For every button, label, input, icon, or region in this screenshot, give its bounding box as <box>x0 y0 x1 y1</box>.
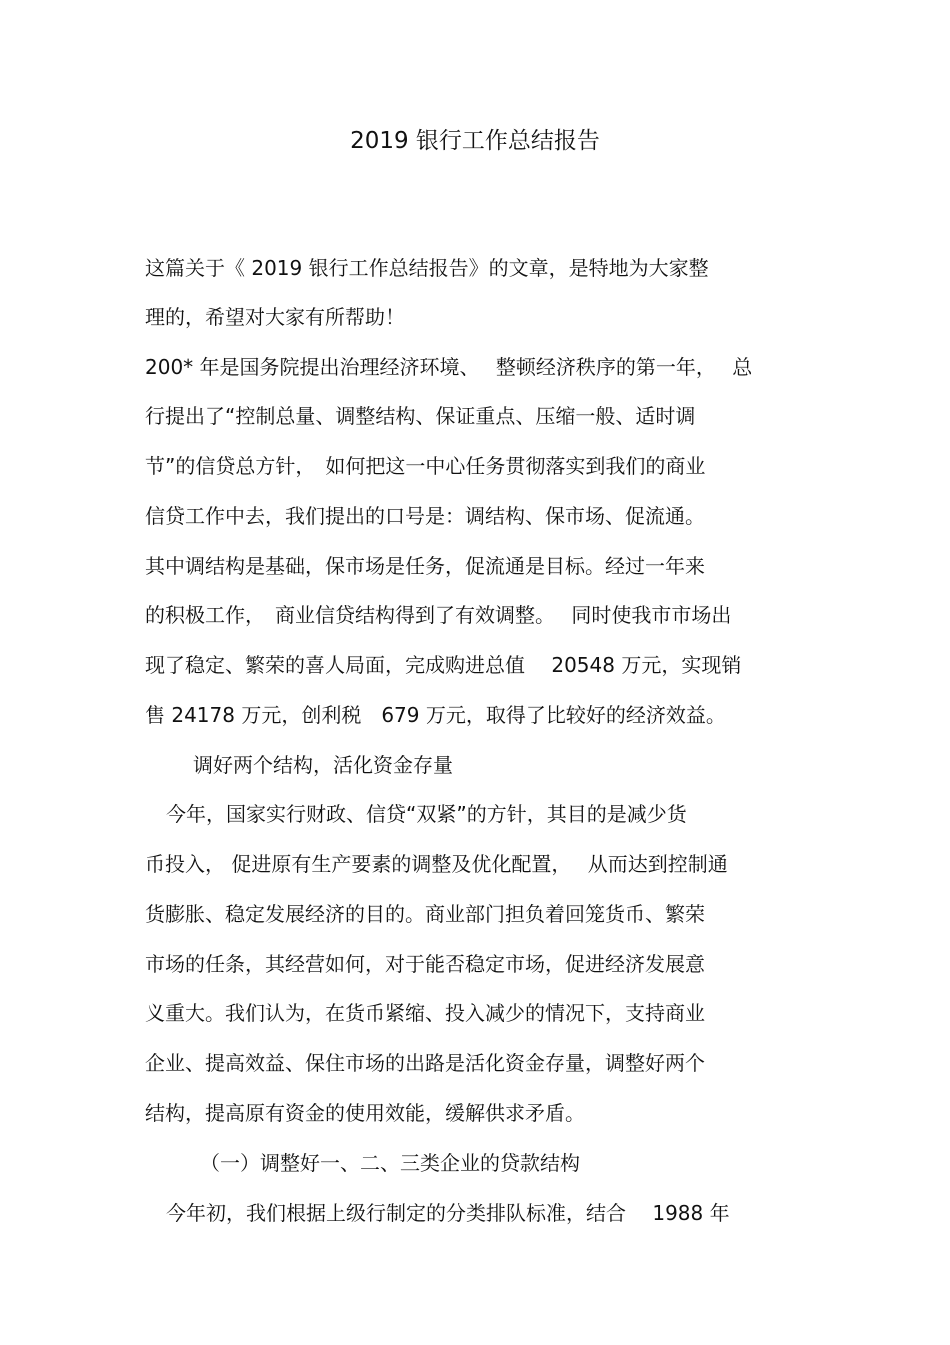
paragraph-line: 节”的信贷总方针， 如何把这一中心任务贯彻落实到我们的商业 <box>145 454 706 478</box>
paragraph-line: 货膨胀、稳定发展经济的目的。商业部门担负着回笼货币、繁荣 <box>145 902 705 926</box>
paragraph-line: 其中调结构是基础，保市场是任务，促流通是目标。经过一年来 <box>145 554 705 578</box>
paragraph-line: 信贷工作中去，我们提出的口号是：调结构、保市场、促流通。 <box>145 504 705 528</box>
paragraph-line: 售 24178 万元，创利税 679 万元，取得了比较好的经济效益。 <box>145 703 726 727</box>
paragraph-line: 币投入， 促进原有生产要素的调整及优化配置， 从而达到控制通 <box>145 852 728 876</box>
paragraph-line: 企业、提高效益、保住市场的出路是活化资金存量，调整好两个 <box>145 1051 705 1075</box>
section-heading: 调好两个结构，活化资金存量 <box>193 753 453 777</box>
paragraph-line: 这篇关于《 2019 银行工作总结报告》的文章，是特地为大家整 <box>145 256 709 280</box>
paragraph-line: 市场的任条，其经营如何，对于能否稳定市场，促进经济发展意 <box>145 952 705 976</box>
paragraph-line: 结构，提高原有资金的使用效能，缓解供求矛盾。 <box>145 1101 585 1125</box>
paragraph-line: 今年，国家实行财政、信贷“双紧”的方针，其目的是减少货 <box>166 802 687 826</box>
paragraph-line: 200* 年是国务院提出治理经济环境、 整顿经济秩序的第一年， 总 <box>145 355 753 379</box>
paragraph-line: 现了稳定、繁荣的喜人局面，完成购进总值 20548 万元，实现销 <box>145 653 742 677</box>
subsection-heading: （一）调整好一、二、三类企业的贷款结构 <box>200 1151 580 1175</box>
paragraph-line: 行提出了“控制总量、调整结构、保证重点、压缩一般、适时调 <box>145 404 696 428</box>
paragraph-line: 理的，希望对大家有所帮助！ <box>145 305 405 329</box>
paragraph-line: 义重大。我们认为，在货币紧缩、投入减少的情况下，支持商业 <box>145 1001 705 1025</box>
paragraph-line: 今年初，我们根据上级行制定的分类排队标准，结合 1988 年 <box>166 1201 730 1225</box>
paragraph-line: 的积极工作， 商业信贷结构得到了有效调整。 同时使我市市场出 <box>145 603 732 627</box>
document-title: 2019 银行工作总结报告 <box>350 128 600 154</box>
